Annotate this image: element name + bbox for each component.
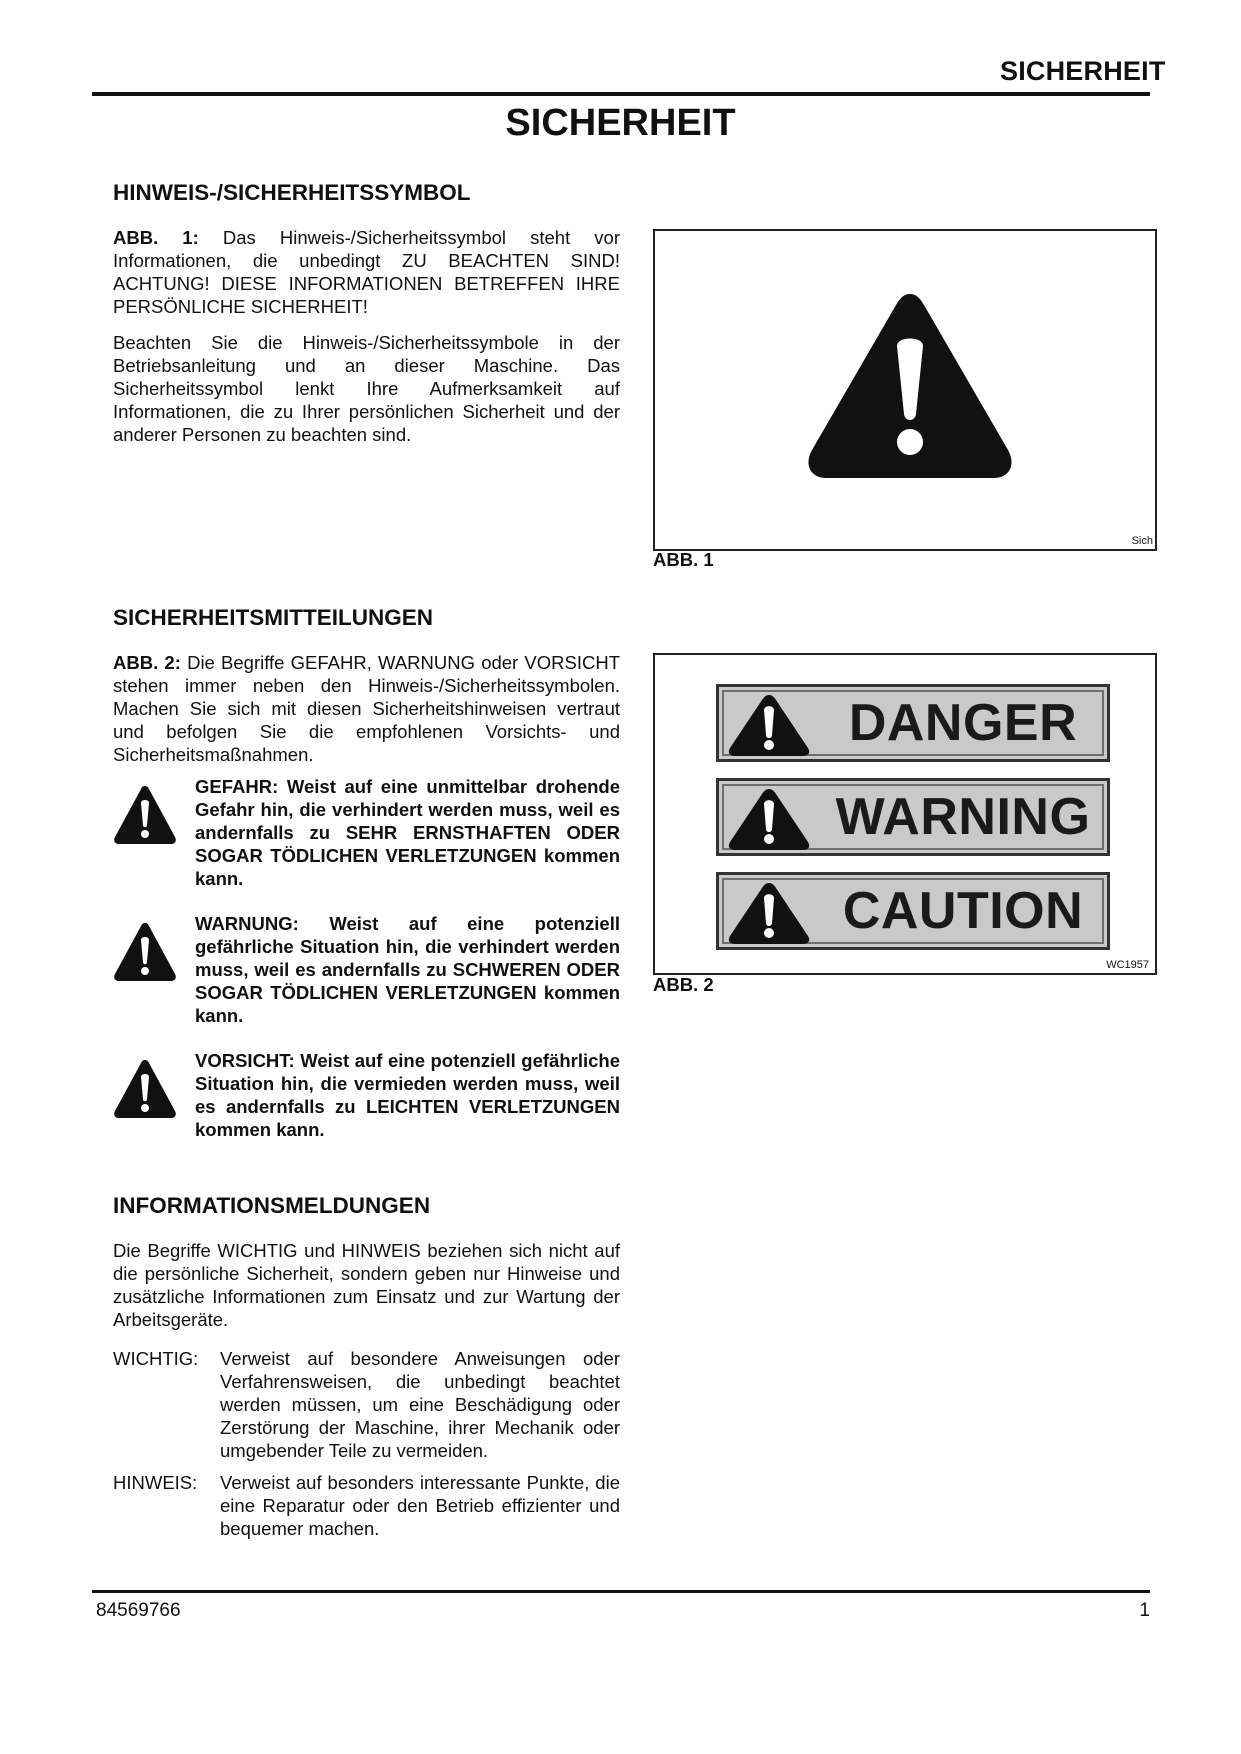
page-number: 1: [1139, 1600, 1150, 1621]
hazard-warning-text: WARNUNG: Weist auf eine potenziell gefährliche Situation hin, die verhindert werden muss, weil es andernfalls zu SCHWEREN ODER SOGAR TÖDLICHEN VERLETZUNGEN kommen kann.: [195, 913, 620, 1026]
figure-1-caption: ABB. 1: [653, 549, 714, 570]
definition-term: HINWEIS:: [113, 1472, 198, 1493]
warning-sign-label: WARNING: [835, 788, 1091, 846]
danger-sign-label: DANGER: [848, 694, 1078, 752]
warning-triangle-icon: [727, 786, 811, 852]
section-heading-symbol: HINWEIS-/SICHERHEITSSYMBOL: [113, 180, 471, 205]
figure-2-code: WC1957: [1106, 959, 1149, 971]
running-header: SICHERHEIT: [1000, 56, 1166, 86]
warning-triangle-icon: [727, 880, 811, 946]
section3-paragraph-1: Die Begriffe WICHTIG und HINWEIS beziehen sich nicht auf die persönliche Sicherheit, sondern geben nur Hinweise und zusätzliche Informationen zum Einsatz und zur Wartung der Arbeitsgeräte.: [113, 1240, 620, 1330]
header-rule: [92, 92, 1150, 96]
definition-term: WICHTIG:: [113, 1348, 199, 1369]
section-heading-info: INFORMATIONSMELDUNGEN: [113, 1193, 431, 1218]
warning-triangle-icon: [113, 920, 177, 984]
danger-sign: [716, 684, 1110, 762]
caution-sign: [716, 872, 1110, 950]
hazard-danger-text: GEFAHR: Weist auf eine unmittelbar drohende Gefahr hin, die verhindert werden muss, weil es andernfalls zu SEHR ERNSTHAFTEN ODER SOGAR TÖDLICHEN VERLETZUNGEN kommen kann.: [195, 776, 620, 889]
hazard-danger: [113, 775, 673, 890]
page-title: SICHERHEIT: [505, 102, 736, 144]
section1-paragraph-1: [113, 226, 620, 318]
section3-body: [113, 1239, 620, 1331]
section-heading-messages: SICHERHEITSMITTEILUNGEN: [113, 605, 434, 630]
fig-ref-label: ABB. 1:: [113, 227, 199, 248]
definition-wichtig: [113, 1347, 620, 1462]
document-number: 84569766: [96, 1600, 181, 1621]
warning-triangle-icon: [113, 783, 177, 847]
hazard-warning: [113, 912, 673, 1027]
hazard-caution: [113, 1049, 673, 1164]
hazard-caution-text: VORSICHT: Weist auf eine potenziell gefährliche Situation hin, die vermieden werden muss, weil es andernfalls zu LEICHTEN VERLETZUNGEN kommen kann.: [195, 1050, 620, 1140]
section2-body: [113, 651, 620, 766]
paragraph-text: Das Hinweis-/Sicherheitssymbol steht vor Informationen, die unbedingt ZU BEACHTEN SIND! ACHTUNG! DIESE INFORMATIONEN BETREFFEN IHRE PERSÖNLICHE SICHERHEIT!: [113, 227, 621, 317]
section1-paragraph-2: Beachten Sie die Hinweis-/Sicherheitssymbole in der Betriebsanleitung und an dieser Maschine. Das Sicherheitssymbol lenkt Ihre Aufmerksamkeit auf Informationen, die zu Ihrer persönlichen Sicherheit und der anderer Personen zu beachten sind.: [113, 332, 620, 445]
definition-hinweis: [113, 1471, 620, 1541]
figure-2-caption: ABB. 2: [653, 974, 714, 995]
warning-triangle-icon: [113, 1057, 177, 1121]
footer-rule: [92, 1590, 1150, 1593]
caution-sign-label: CAUTION: [842, 882, 1084, 940]
section1-body: [113, 226, 620, 446]
figure-2-box: [653, 653, 1157, 975]
section2-paragraph-1: [113, 651, 620, 766]
definition-description: Verweist auf besondere Anweisungen oder Verfahrensweisen, die unbedingt beachtet werden müssen, um eine Beschädigung oder Zerstörung der Maschine, ihrer Mechanik oder umgebender Teile zu vermeiden.: [220, 1348, 620, 1461]
fig-ref-label: ABB. 2:: [113, 652, 181, 673]
warning-triangle-icon: [804, 288, 1016, 484]
definition-description: Verweist auf besonders interessante Punkte, die eine Reparatur oder den Betrieb effizienter und bequemer machen.: [220, 1472, 620, 1539]
paragraph-text: Die Begriffe GEFAHR, WARNUNG oder VORSICHT stehen immer neben den Hinweis-/Sicherheitssymbolen. Machen Sie sich mit diesen Sicherheitshinweisen vertraut und befolgen Sie die empfohlenen Vorsichts- und Sicherheitsmaßnahmen.: [113, 652, 621, 765]
warning-sign: [716, 778, 1110, 856]
figure-1-box: [653, 229, 1157, 551]
warning-triangle-icon: [727, 692, 811, 758]
figure-1-code: Sich: [1131, 535, 1153, 547]
